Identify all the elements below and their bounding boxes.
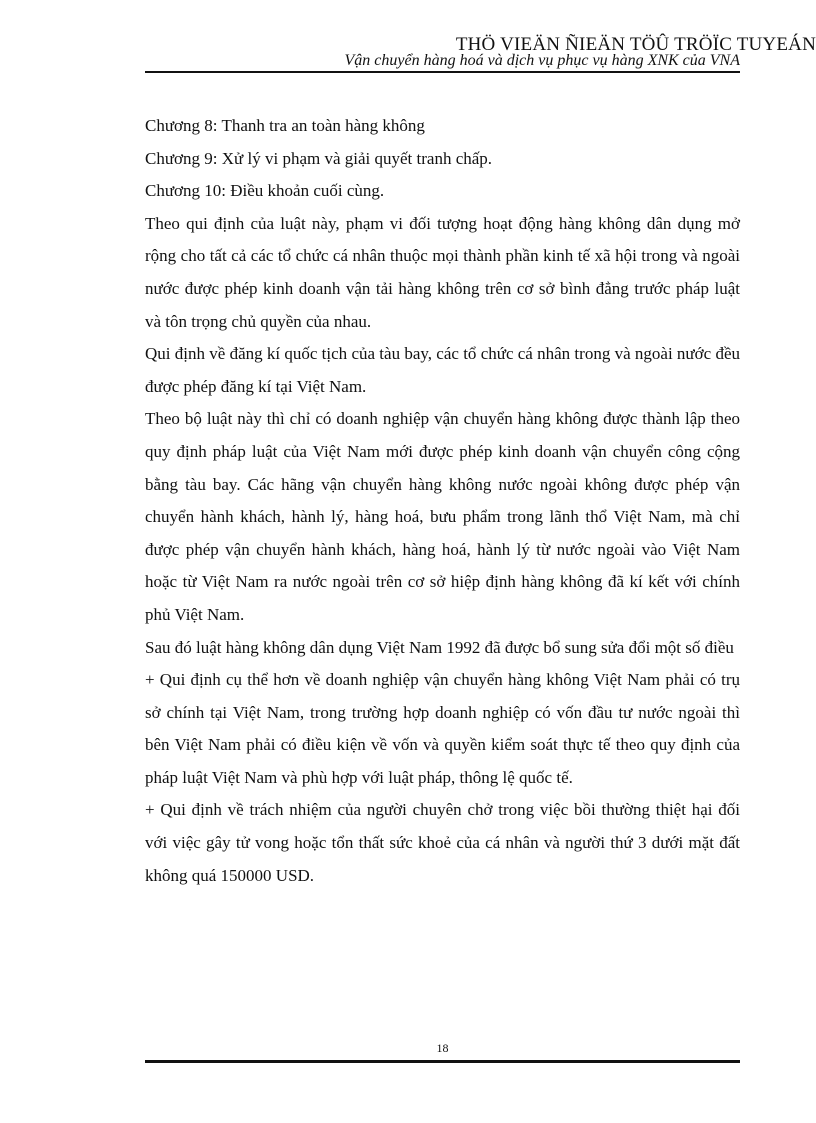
- paragraph-registration: Qui định về đăng kí quốc tịch của tàu bay, các tổ chức cá nhân trong và ngoài nước đều được phép đăng kí tại Việt Nam.: [145, 344, 740, 396]
- bullet-liability: + Qui định về trách nhiệm của người chuyên chở trong việc bồi thường thiệt hại đối với việc gây tử vong hoặc tổn thất sức khoẻ của cá nhân và người thứ 3 dưới mặt đất không quá 150000 USD.: [145, 800, 740, 885]
- document-title: Vận chuyển hàng hoá và dịch vụ phục vụ hàng XNK của VNA: [344, 52, 740, 69]
- library-title: THÖ VIEÄN ÑIEÄN TÖÛ TRÖÏC TUYEÁN: [455, 34, 816, 55]
- chapter-10-line: Chương 10: Điều khoản cuối cùng.: [145, 181, 385, 201]
- page-number: 18: [436, 1041, 449, 1055]
- header-divider: [145, 71, 740, 73]
- paragraph-scope: Theo qui định của luật này, phạm vi đối tượng hoạt động hàng không dân dụng mở rộng cho tất cả các tổ chức cá nhân thuộc mọi thành phần kinh tế xã hội trong và ngoài nước được phép kinh doanh vận tải hàng không trên cơ sở bình đẳng trước pháp luật và tôn trọng chủ quyền của nhau.: [145, 213, 740, 331]
- bullet-headquarters: + Qui định cụ thể hơn về doanh nghiệp vận chuyển hàng không Việt Nam phải có trụ sở chính tại Việt Nam, trong trường hợp doanh nghiệp có vốn đầu tư nước ngoài thì bên Việt Nam phải có điều kiện về vốn và quyền kiểm soát thực tế theo quy định của pháp luật Việt Nam và phù hợp với luật pháp, thông lệ quốc tế.: [145, 670, 740, 787]
- paragraph-carriers: Theo bộ luật này thì chỉ có doanh nghiệp vận chuyển hàng không được thành lập theo quy định pháp luật của Việt Nam mới được phép kinh doanh vận chuyển công cộng bằng tàu bay. Các hãng vận chuyển hàng không nước ngoài không được phép vận chuyển hành khách, hành lý, hàng hoá, bưu phẩm trong lãnh thổ Việt Nam, mà chỉ được phép vận chuyển hành khách, hàng hoá, hành lý từ nước ngoài vào Việt Nam hoặc từ Việt Nam ra nước ngoài trên cơ sở hiệp định hàng không đã kí kết với chính phủ Việt Nam.: [145, 409, 740, 624]
- chapter-9-line: Chương 9: Xử lý vi phạm và giải quyết tranh chấp.: [145, 148, 493, 168]
- page-body: [145, 110, 740, 892]
- footer-divider: [145, 1060, 740, 1063]
- chapter-8-line: Chương 8: Thanh tra an toàn hàng không: [145, 116, 425, 135]
- paragraph-amendments: Sau đó luật hàng không dân dụng Việt Nam 1992 đã được bổ sung sửa đổi một số điều: [145, 637, 734, 657]
